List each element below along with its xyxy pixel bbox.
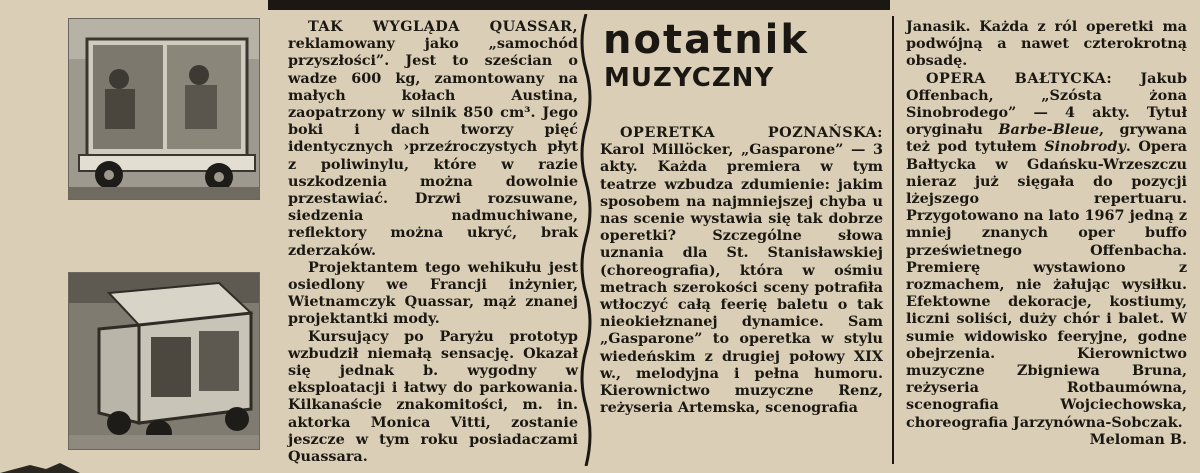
column-divider-wavy	[576, 14, 596, 466]
article-lead: OPERA BAŁTYCKA:	[926, 69, 1113, 87]
author-signature: Meloman B.	[1089, 430, 1187, 448]
article-opera	[906, 18, 1187, 448]
paragraph-text: Janasik. Każda z ról operetki ma podwójną a nawet czterokrotną obsadę.	[906, 18, 1187, 70]
paragraph-text: Jakub Offenbach, „Szósta żona Sinobrodego” — 4 akty. Tytuł oryginału	[906, 69, 1188, 139]
paragraph-text: . Opera Bałtycka w Gdańsku-Wrzeszczu nieraz już sięgała do pozycji lżejszego repertuaru. Przygotowano na lato 1967 jedną z mniej znanych oper buffo prześwietnego Offenbacha. Premierę wystawiono z rozmachem, nie żałując wysiłku. Efektowne dekoracje, kostiumy, liczni soliści, duży chór i balet. W sumie widowisko feeryjne, godne obejrzenia. Kierownictwo muzyczne Zbigniewa Bruna, reżyseria Rotbaumówna, scenografia Wojciechowska, choreografia Jarzynówna-Sobczak.	[906, 138, 1187, 431]
italic-title: Barbe-Bleue	[998, 121, 1100, 139]
italic-title: Sinobrody	[1044, 138, 1126, 156]
top-rule	[268, 0, 890, 10]
section-subtitle: MUZYCZNY	[604, 63, 775, 93]
article-lead: TAK WYGLĄDA QUASSAR,	[308, 18, 578, 35]
paragraph-text: Kursujący po Paryżu prototyp wzbudził niemałą sensację. Okazał się jednak b. wygodny w eksploatacji i łatwy do parkowania. Kilkanaście znakomitości, m. in. aktorka Monica Vitti, zostanie jeszcze w tym roku posiadaczami Quassara.	[288, 327, 578, 466]
article-operetka	[600, 124, 883, 416]
paragraph-text: Karol Millöcker, „Gasparone” — 3 akty. Każda premiera w tym teatrze wzbudza zdumienie: jakim sposobem na najmniejszej chyba u nas scenie wystawia się tak dobrze operetki? Szczególne słowa uznania dla St. Stanisławskiej (choreografia), która w ośmiu metrach szerokości sceny potrafiła wtłoczyć całą feerię baletu o tak nieokiełznanej dynamice. Sam „Gasparone” to operetka w stylu wiedeńskim z drugiej połowy XIX w., melodyjna i pełna humoru. Kierownictwo muzyczne Renz, reżyseria Artemska, scenografia	[600, 141, 883, 417]
photo-quassar-front	[68, 18, 260, 200]
article-lead: OPERETKA POZNAŃSKA:	[620, 124, 883, 141]
photo-quassar-angle	[68, 272, 260, 450]
column-divider	[892, 16, 894, 464]
article-quassar	[288, 18, 578, 465]
paragraph-text: Projektantem tego wehikułu jest osiedlony we Francji inżynier, Wietnamczyk Quassar, mąż znanej projektantki mody.	[288, 258, 578, 328]
paragraph-text: reklamowany jako „samochód przyszłości”. Jest to sześcian o wadze 600 kg, zamontowany na małych kołach Austina, zaopatrzony w silnik 850 cm³. Jego boki i dach tworzy pięć identycznych ›przeźroczystych płyt z poliwinylu, które w razie uszkodzenia można dowolnie przestawiać. Drzwi rozsuwane, siedzenia nadmuchiwane, reflektory można ukryć, brak zderzaków.	[288, 35, 578, 259]
section-title: notatnik	[603, 17, 809, 63]
paragraph-text: , grywana też pod tytułem	[906, 121, 1188, 156]
corner-smudge	[0, 459, 80, 473]
